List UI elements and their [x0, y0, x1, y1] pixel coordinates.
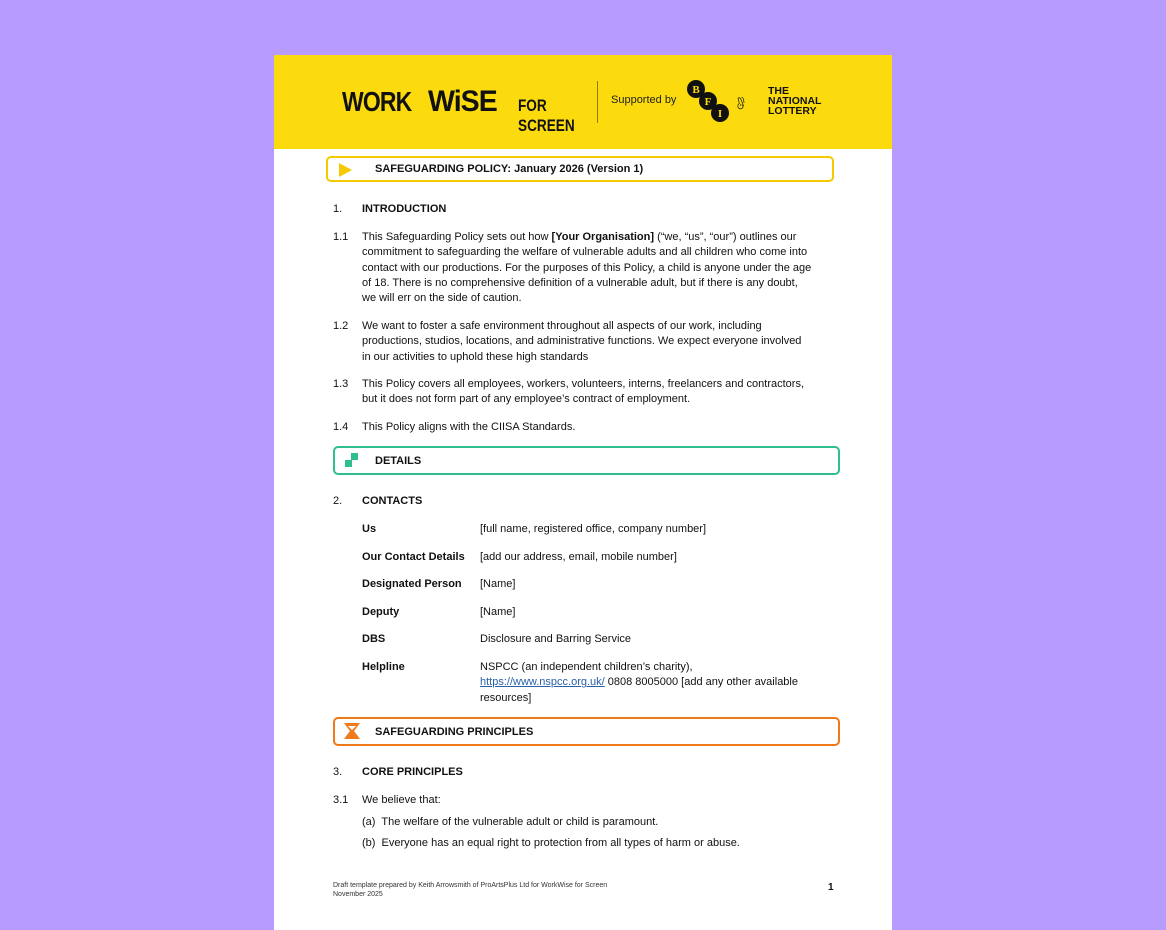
clause-number: 1.3 [333, 378, 349, 390]
hourglass-icon [343, 722, 361, 740]
clause-1-1-text: This Safeguarding Policy sets out how [Your Organisation] (“we, “us”, “our”) outlines our commitment to safeguarding the welfare of vulnerable adults and all children who come into contact with our productions. For the purposes of this Policy, a child is anyone under the age of 18. There is no comprehensive definition of a vulnerable adult, but if there is any doubt, we will err on the side of caution. [362, 231, 812, 305]
helpline-key: Helpline [362, 661, 405, 673]
contact-value: [Name] [480, 606, 516, 618]
svg-text:I: I [717, 108, 723, 120]
national-lottery-logo-text: THE NATIONAL LOTTERY [768, 85, 822, 117]
clause-number: 1.4 [333, 421, 349, 433]
helpline-value: NSPCC (an independent children’s charity), https://www.nspcc.org.uk/ 0808 8005000 [add any other available resources] [480, 661, 798, 704]
bfi-logo [684, 77, 732, 125]
contact-value: [Name] [480, 578, 516, 590]
clause-number: 1.1 [333, 231, 349, 243]
section-heading-details: DETAILS [333, 446, 840, 475]
contact-key: DBS [362, 633, 386, 645]
core-principles-heading: CORE PRINCIPLES [362, 766, 463, 778]
introduction-heading: INTRODUCTION [362, 203, 447, 215]
contact-value: Disclosure and Barring Service [480, 633, 632, 645]
contact-key: Our Contact Details [362, 551, 465, 563]
clause-3-1-text: We believe that: [362, 794, 441, 806]
section-number: 1. [333, 203, 343, 215]
section-number: 2. [333, 495, 343, 507]
contact-key: Designated Person [362, 578, 462, 590]
principle-item: (b) Everyone has an equal right to protection from all types of harm or abuse. [362, 837, 740, 849]
contact-value: [add our address, email, mobile number] [480, 551, 677, 563]
clause-number: 3.1 [333, 794, 349, 806]
header-divider [597, 81, 598, 123]
svg-text:B: B [692, 84, 700, 96]
section-heading-safeguarding-principles: SAFEGUARDING PRINCIPLES [333, 717, 840, 746]
svg-text:F: F [704, 96, 712, 108]
document-page [274, 55, 892, 930]
nspcc-link[interactable]: https://www.nspcc.org.uk/ [480, 676, 605, 689]
pixel-blocks-icon [343, 451, 361, 469]
section-number: 3. [333, 766, 343, 778]
clause-1-4-text: This Policy aligns with the CIISA Standards. [362, 421, 576, 433]
supported-by-label: Supported by [611, 94, 677, 106]
clause-1-3-text: This Policy covers all employees, workers, volunteers, interns, freelancers and contractors, but it does not form part of any employee’s contract of employment. [362, 378, 805, 406]
clause-1-2-text: We want to foster a safe environment throughout all aspects of our work, including productions, studios, locations, and administrative functions. We expect everyone involved in our activities to uphold these high standards [362, 320, 802, 363]
header-banner [274, 55, 892, 149]
document-footer: Draft template prepared by Keith Arrowsmith of ProArtsPlus Ltd for WorkWise for Screen November 2025 [333, 882, 608, 898]
play-triangle-icon [336, 161, 354, 179]
principle-item: (a) The welfare of the vulnerable adult or child is paramount. [362, 816, 659, 828]
contacts-heading: CONTACTS [362, 495, 423, 507]
contact-key: Deputy [362, 606, 400, 618]
section-heading-safeguarding-policy: SAFEGUARDING POLICY: January 2026 (Version 1) [326, 156, 834, 182]
workwise-logo: WORK WiSE FOR SCREEN [342, 85, 575, 135]
clause-number: 1.2 [333, 320, 349, 332]
page-number: 1 [828, 882, 834, 893]
national-lottery-crossed-fingers-icon [736, 83, 768, 123]
contact-value: [full name, registered office, company number] [480, 523, 707, 535]
contact-key: Us [362, 523, 377, 535]
